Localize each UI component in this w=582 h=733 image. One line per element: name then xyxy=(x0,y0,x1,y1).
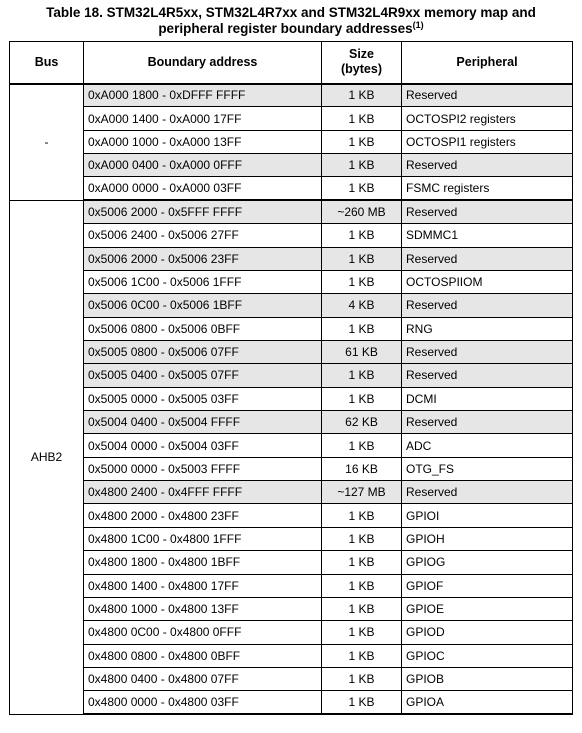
address-cell: 0x5006 0C00 - 0x5006 1BFF xyxy=(84,294,322,317)
table-row xyxy=(10,504,573,527)
address-cell: 0x5000 0000 - 0x5003 FFFF xyxy=(84,457,322,480)
size-cell: 1 KB xyxy=(322,364,402,387)
size-cell: 1 KB xyxy=(322,107,402,130)
peripheral-cell: FSMC registers xyxy=(402,177,573,200)
header-row xyxy=(10,42,573,84)
size-cell: 1 KB xyxy=(322,691,402,714)
peripheral-cell: GPIOG xyxy=(402,551,573,574)
peripheral-cell: Reserved xyxy=(402,154,573,177)
table-row xyxy=(10,130,573,153)
peripheral-cell: Reserved xyxy=(402,200,573,223)
address-cell: 0x4800 2400 - 0x4FFF FFFF xyxy=(84,481,322,504)
size-cell: 1 KB xyxy=(322,387,402,410)
size-cell: 1 KB xyxy=(322,317,402,340)
peripheral-cell: SDMMC1 xyxy=(402,224,573,247)
column-header-boundary-address: Boundary address xyxy=(84,42,322,84)
table-row xyxy=(10,691,573,714)
table-row xyxy=(10,411,573,434)
table-row xyxy=(10,200,573,223)
size-cell: 1 KB xyxy=(322,527,402,550)
size-cell: 4 KB xyxy=(322,294,402,317)
peripheral-cell: RNG xyxy=(402,317,573,340)
address-cell: 0x4800 0800 - 0x4800 0BFF xyxy=(84,644,322,667)
column-header-bus: Bus xyxy=(10,42,84,84)
size-cell: 1 KB xyxy=(322,551,402,574)
table-row xyxy=(10,551,573,574)
address-cell: 0x4800 1400 - 0x4800 17FF xyxy=(84,574,322,597)
address-cell: 0xA000 0000 - 0xA000 03FF xyxy=(84,177,322,200)
table-row xyxy=(10,84,573,107)
size-cell: 1 KB xyxy=(322,247,402,270)
size-cell: 1 KB xyxy=(322,154,402,177)
memory-map-table xyxy=(9,41,573,715)
table-caption xyxy=(0,0,582,36)
footnote-marker: (1) xyxy=(412,20,424,30)
address-cell: 0x4800 0400 - 0x4800 07FF xyxy=(84,667,322,690)
table-body xyxy=(10,84,573,715)
peripheral-cell: ADC xyxy=(402,434,573,457)
size-cell: ~127 MB xyxy=(322,481,402,504)
caption-line-2-text: peripheral register boundary addresses xyxy=(158,21,413,36)
address-cell: 0x4800 1000 - 0x4800 13FF xyxy=(84,597,322,620)
size-header-line-2: (bytes) xyxy=(341,62,382,77)
size-cell: 1 KB xyxy=(322,270,402,293)
table-row xyxy=(10,107,573,130)
size-cell: 1 KB xyxy=(322,621,402,644)
address-cell: 0x4800 0C00 - 0x4800 0FFF xyxy=(84,621,322,644)
peripheral-cell: OCTOSPI1 registers xyxy=(402,130,573,153)
table-row xyxy=(10,364,573,387)
address-cell: 0x5006 0800 - 0x5006 0BFF xyxy=(84,317,322,340)
table-row xyxy=(10,574,573,597)
peripheral-cell: Reserved xyxy=(402,247,573,270)
peripheral-cell: GPIOC xyxy=(402,644,573,667)
table-row xyxy=(10,340,573,363)
address-cell: 0x4800 0000 - 0x4800 03FF xyxy=(84,691,322,714)
size-cell: 1 KB xyxy=(322,177,402,200)
table-row xyxy=(10,434,573,457)
peripheral-cell: Reserved xyxy=(402,340,573,363)
table-row xyxy=(10,667,573,690)
table-row xyxy=(10,294,573,317)
bus-cell: AHB2 xyxy=(10,200,84,714)
peripheral-cell: DCMI xyxy=(402,387,573,410)
table-row xyxy=(10,481,573,504)
table-row xyxy=(10,387,573,410)
address-cell: 0x5006 2000 - 0x5006 23FF xyxy=(84,247,322,270)
address-cell: 0x4800 1800 - 0x4800 1BFF xyxy=(84,551,322,574)
address-cell: 0xA000 0400 - 0xA000 0FFF xyxy=(84,154,322,177)
peripheral-cell: Reserved xyxy=(402,294,573,317)
peripheral-cell: GPIOH xyxy=(402,527,573,550)
size-cell: ~260 MB xyxy=(322,200,402,223)
peripheral-cell: Reserved xyxy=(402,364,573,387)
size-cell: 16 KB xyxy=(322,457,402,480)
address-cell: 0xA000 1400 - 0xA000 17FF xyxy=(84,107,322,130)
size-cell: 62 KB xyxy=(322,411,402,434)
table-row xyxy=(10,644,573,667)
peripheral-cell: GPIOF xyxy=(402,574,573,597)
peripheral-cell: OCTOSPI2 registers xyxy=(402,107,573,130)
caption-line-2 xyxy=(0,21,582,37)
size-cell: 1 KB xyxy=(322,644,402,667)
peripheral-cell: Reserved xyxy=(402,84,573,107)
table-row xyxy=(10,621,573,644)
table-row xyxy=(10,457,573,480)
address-cell: 0x5004 0400 - 0x5004 FFFF xyxy=(84,411,322,434)
table-row xyxy=(10,247,573,270)
peripheral-cell: OTG_FS xyxy=(402,457,573,480)
size-cell: 1 KB xyxy=(322,434,402,457)
size-header-line-1: Size xyxy=(348,47,374,62)
size-cell: 1 KB xyxy=(322,667,402,690)
table-row xyxy=(10,527,573,550)
column-header-size xyxy=(322,42,402,84)
table-row xyxy=(10,224,573,247)
size-cell: 1 KB xyxy=(322,130,402,153)
address-cell: 0x5005 0000 - 0x5005 03FF xyxy=(84,387,322,410)
size-cell: 61 KB xyxy=(322,340,402,363)
peripheral-cell: OCTOSPIIOM xyxy=(402,270,573,293)
address-cell: 0x5005 0800 - 0x5006 07FF xyxy=(84,340,322,363)
address-cell: 0x5004 0000 - 0x5004 03FF xyxy=(84,434,322,457)
size-cell: 1 KB xyxy=(322,504,402,527)
table-row xyxy=(10,597,573,620)
peripheral-cell: GPIOI xyxy=(402,504,573,527)
size-cell: 1 KB xyxy=(322,84,402,107)
peripheral-cell: GPIOE xyxy=(402,597,573,620)
bus-cell: - xyxy=(10,84,84,201)
address-cell: 0x4800 1C00 - 0x4800 1FFF xyxy=(84,527,322,550)
address-cell: 0x5005 0400 - 0x5005 07FF xyxy=(84,364,322,387)
table-row xyxy=(10,154,573,177)
address-cell: 0x4800 2000 - 0x4800 23FF xyxy=(84,504,322,527)
column-header-peripheral: Peripheral xyxy=(402,42,573,84)
table-row xyxy=(10,317,573,340)
size-cell: 1 KB xyxy=(322,574,402,597)
table-row xyxy=(10,270,573,293)
peripheral-cell: GPIOB xyxy=(402,667,573,690)
address-cell: 0xA000 1000 - 0xA000 13FF xyxy=(84,130,322,153)
table-row xyxy=(10,177,573,200)
address-cell: 0xA000 1800 - 0xDFFF FFFF xyxy=(84,84,322,107)
address-cell: 0x5006 2000 - 0x5FFF FFFF xyxy=(84,200,322,223)
peripheral-cell: GPIOA xyxy=(402,691,573,714)
address-cell: 0x5006 2400 - 0x5006 27FF xyxy=(84,224,322,247)
peripheral-cell: Reserved xyxy=(402,481,573,504)
address-cell: 0x5006 1C00 - 0x5006 1FFF xyxy=(84,270,322,293)
peripheral-cell: GPIOD xyxy=(402,621,573,644)
peripheral-cell: Reserved xyxy=(402,411,573,434)
size-cell: 1 KB xyxy=(322,224,402,247)
caption-line-1: Table 18. STM32L4R5xx, STM32L4R7xx and STM32L4R9xx memory map and xyxy=(46,5,536,20)
size-cell: 1 KB xyxy=(322,597,402,620)
